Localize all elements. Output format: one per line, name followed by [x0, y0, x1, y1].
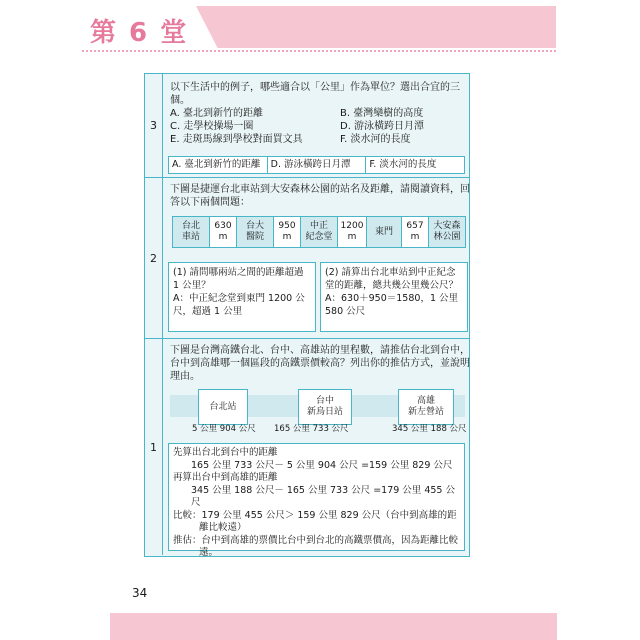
distance-label: 657 m: [406, 221, 424, 242]
station-label: 台北 車站: [181, 221, 200, 242]
question-number: 3: [145, 74, 163, 177]
question-2-content: [164, 178, 469, 338]
question-prompt: 下圖是台灣高鐵台北、台中、高雄站的里程數，請推估台北到台中，台中到高雄哪一個區段的高鐵票價較高？列出你的推估方式，並說明理由。: [170, 345, 470, 382]
solution-box: [168, 443, 465, 558]
station-box: [367, 217, 402, 247]
sub-question-answer: A：中正紀念堂到東門 1200 公尺，超過 1 公里: [173, 293, 305, 317]
question-3-content: [164, 74, 469, 177]
station-box: [429, 217, 465, 247]
sub-question-text: (1) 請問哪兩站之間的距離超過 1 公里？: [173, 267, 304, 291]
question-prompt: 以下生活中的例子，哪些適合以「公里」作為單位？選出合宜的三個。: [170, 82, 460, 106]
distance-box: [402, 217, 429, 247]
station-label: 台大 醫院: [245, 221, 264, 242]
station-label: 東門: [374, 226, 393, 237]
question-1-content: [164, 339, 470, 558]
question-number: 2: [145, 178, 163, 338]
sub-question-1: [168, 262, 316, 332]
option: B. 臺灣欒樹的高度: [340, 108, 424, 119]
question-number: 1: [145, 339, 163, 555]
header-band: [196, 6, 556, 48]
distance-box: [338, 217, 367, 247]
distance-label: 165 公里 733 公尺: [274, 424, 349, 434]
question-1-row: [145, 339, 470, 558]
solution-line: 165 公里 733 公尺－ 5 公里 904 公尺 =159 公里 829 公尺: [191, 459, 453, 471]
exercise-table: [144, 73, 470, 557]
distance-label: 345 公里 188 公尺: [392, 424, 467, 434]
station-box: [298, 389, 352, 425]
solution-line: 推估：台中到高雄的票價比台中到台北的高鐵票價高，因為距離比較遠。: [173, 534, 459, 558]
solution-line: 先算出台北到台中的距離: [173, 447, 278, 458]
distance-label: 1200 m: [340, 221, 364, 242]
distance-label: 630 m: [214, 221, 232, 242]
sub-question-answer: A：630＋950＝1580，1 公里 580 公尺: [325, 293, 459, 317]
distance-label: 950 m: [278, 221, 296, 242]
option: E. 走斑馬線到學校對面買文具: [170, 134, 303, 145]
question-prompt: 下圖是捷運台北車站到大安森林公園的站名及距離，請閱讀資料，回答以下兩個問題：: [170, 184, 470, 208]
sub-question-2: [320, 262, 468, 332]
distance-box: [210, 217, 237, 247]
distance-label: 5 公里 904 公尺: [192, 424, 256, 434]
footer-band: [110, 613, 557, 640]
station-box: [198, 389, 248, 425]
option: C. 走學校操場一圈: [170, 121, 254, 132]
mrt-route-map: [172, 216, 466, 248]
question-3-row: [145, 74, 469, 178]
station-box: [237, 217, 274, 247]
sub-question-text: (2) 請算出台北車站到中正紀念堂的距離，總共幾公里幾公尺？: [325, 267, 459, 291]
option: A. 臺北到新竹的距離: [170, 108, 264, 119]
station-box: [398, 389, 454, 425]
station-label: 台北站: [209, 401, 237, 412]
header-divider: [82, 50, 556, 53]
station-label: 大安森 林公園: [433, 221, 461, 242]
answer-cell: F. 淡水河的長度: [369, 159, 437, 170]
answer-cell: D. 游泳橫跨日月潭: [268, 157, 367, 173]
station-label: 高雄 新左營站: [407, 396, 444, 417]
station-label: 中正 紀念堂: [305, 221, 333, 242]
station-label: 台中 新烏日站: [306, 396, 343, 417]
solution-line: 比較：179 公里 455 公尺＞ 159 公里 829 公尺（台中到高雄的距離比較遠）: [173, 509, 457, 533]
distance-box: [274, 217, 301, 247]
page-number: 34: [132, 586, 148, 600]
question-2-row: [145, 178, 469, 339]
answer-bar: [168, 156, 465, 174]
solution-line: 再算出台中到高雄的距離: [173, 472, 278, 483]
station-box: [173, 217, 210, 247]
option: D. 游泳橫跨日月潭: [340, 121, 425, 132]
station-box: [301, 217, 338, 247]
option: F. 淡水河的長度: [340, 134, 411, 145]
solution-line: 345 公里 188 公尺－ 165 公里 733 公尺 =179 公里 455 公尺: [191, 484, 455, 508]
chapter-title: 第 6 堂: [90, 18, 189, 48]
answer-cell: A. 臺北到新竹的距離: [169, 157, 268, 173]
